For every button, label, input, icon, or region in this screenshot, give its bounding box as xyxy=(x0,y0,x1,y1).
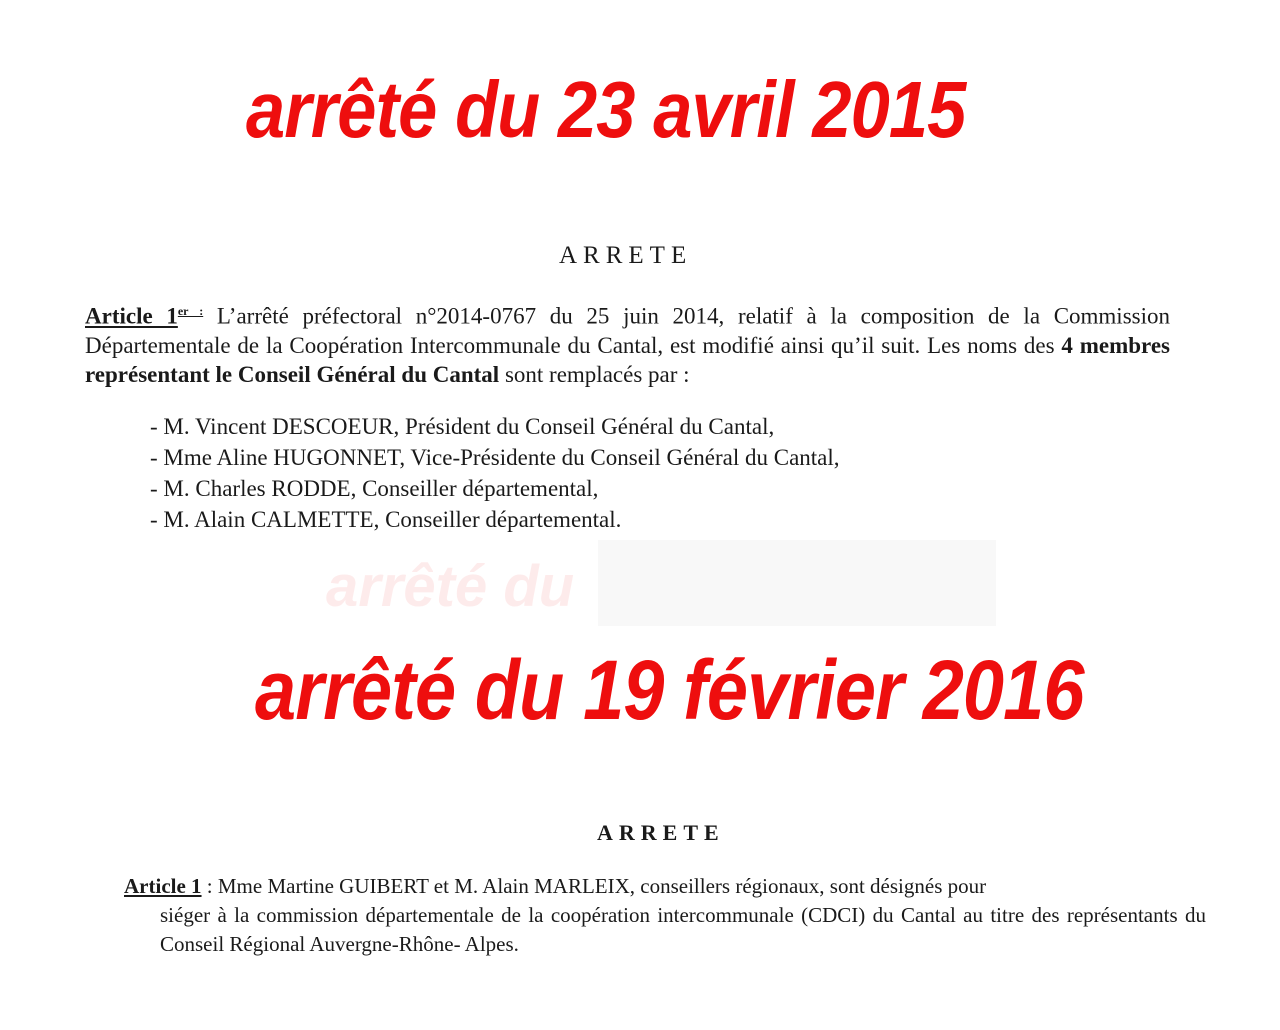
article-bold-text: 4 membres représentant le Conseil Général du Cantal xyxy=(85,332,1170,387)
decree-1-heading: ARRETE xyxy=(559,242,693,269)
faded-title: arrêté du xyxy=(326,554,575,619)
article-text-continued: siéger à la commission départementale de la coopération intercommunale (CDCI) du Cantal au titre des représentants du Conseil Régional Auvergne-Rhône- Alpes. xyxy=(160,903,1206,956)
list-item: - M. Vincent DESCOEUR, Président du Conseil Général du Cantal, xyxy=(150,414,775,439)
article-text: L’arrêté préfectoral n°2014-0767 du 25 juin 2014, relatif à la composition de la Commission Départementale de la Coopération Intercommunale du Cantal, est modifié ainsi qu’il suit. Les noms des xyxy=(85,303,1170,358)
decree-2-heading: ARRETE xyxy=(597,820,725,845)
members-list xyxy=(150,411,840,535)
list-item: - M. Alain CALMETTE, Conseiller départemental. xyxy=(150,507,622,532)
article-text: : Mme Martine GUIBERT et M. Alain MARLEIX, conseillers régionaux, sont désignés pour xyxy=(201,874,987,898)
decree-1-article-1 xyxy=(85,297,1170,389)
article-superscript: er : xyxy=(177,304,204,318)
article-label: Article 1 xyxy=(85,303,178,329)
article-label: Article 1 xyxy=(124,874,202,898)
article-text-end: sont remplacés par : xyxy=(499,361,690,387)
faded-patch xyxy=(598,540,996,626)
title-2015: arrêté du 23 avril 2015 xyxy=(246,65,966,154)
list-item: - M. Charles RODDE, Conseiller départemental, xyxy=(150,476,599,501)
decree-2-article-1 xyxy=(124,872,1206,959)
title-2016: arrêté du 19 février 2016 xyxy=(255,643,1084,737)
list-item: - Mme Aline HUGONNET, Vice-Présidente du Conseil Général du Cantal, xyxy=(150,445,840,470)
